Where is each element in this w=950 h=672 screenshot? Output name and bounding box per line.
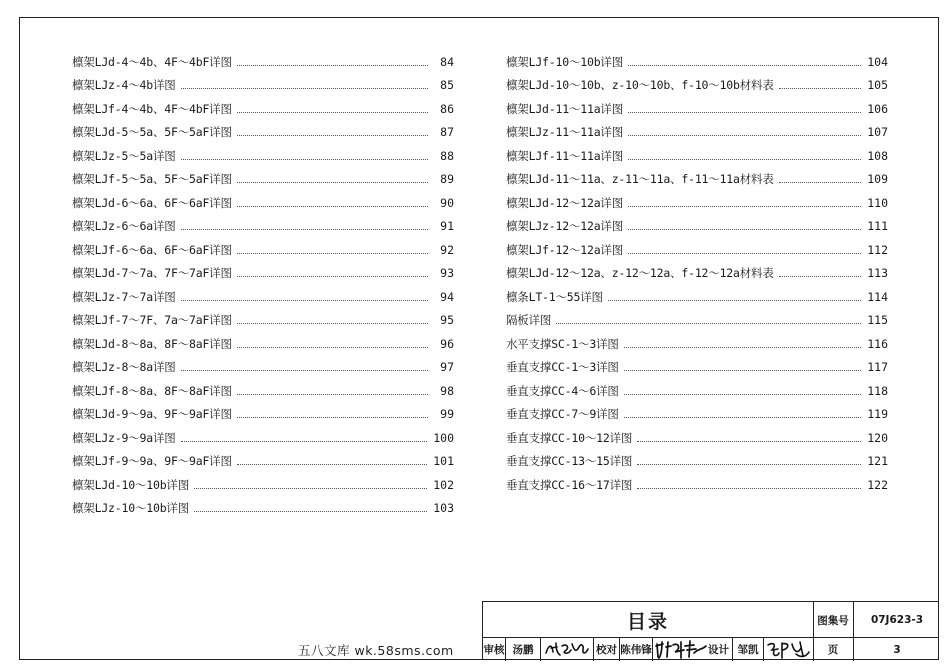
toc-entry bbox=[72, 280, 454, 304]
toc-entry-page: 107 bbox=[867, 125, 888, 139]
toc-entry-page: 113 bbox=[867, 266, 888, 280]
toc-leader-dots bbox=[237, 205, 428, 207]
checker-name: 陈伟锋 bbox=[620, 644, 652, 656]
toc-entry bbox=[506, 327, 888, 351]
toc-entry-title: 檩架LJz-5～5a详图 bbox=[72, 148, 176, 163]
toc-entry-page: 91 bbox=[440, 219, 454, 233]
title-block-top-row bbox=[483, 602, 939, 638]
toc-entry bbox=[72, 45, 454, 69]
toc-entry bbox=[506, 163, 888, 187]
toc-entry bbox=[72, 327, 454, 351]
toc-entry-title: 水平支撑SC-1～3详图 bbox=[506, 336, 619, 351]
toc-entry-page: 86 bbox=[440, 101, 454, 116]
title-block bbox=[482, 601, 939, 660]
toc-entry bbox=[506, 304, 888, 328]
toc-leader-dots bbox=[237, 64, 428, 66]
toc-entry-page: 119 bbox=[867, 407, 888, 421]
toc-entry-page: 92 bbox=[440, 242, 454, 257]
toc-entry bbox=[72, 421, 454, 445]
toc-entry bbox=[72, 163, 454, 187]
toc-entry-title: 檩架LJd-11～11a、z-11～11a、f-11～11a材料表 bbox=[506, 172, 774, 186]
atlas-no: 07J623-3 bbox=[870, 614, 924, 626]
toc-entry-page: 88 bbox=[440, 148, 454, 163]
toc-entry bbox=[506, 445, 888, 469]
toc-leader-dots bbox=[194, 487, 427, 489]
toc-entry-title: 垂直支撑CC-10～12详图 bbox=[506, 430, 633, 445]
toc-entry-page: 116 bbox=[867, 336, 888, 351]
toc-entry-title: 檩架LJd-10～10b、z-10～10b、f-10～10b材料表 bbox=[506, 78, 774, 92]
toc-leader-dots bbox=[237, 393, 428, 395]
toc-entry-title: 檩架LJz-9～9a详图 bbox=[72, 430, 176, 445]
toc-leader-dots bbox=[628, 111, 861, 113]
toc-leader-dots bbox=[194, 510, 427, 512]
toc-leader-dots bbox=[237, 181, 428, 183]
toc-leader-dots bbox=[624, 369, 862, 371]
toc-leader-dots bbox=[628, 158, 861, 160]
title-block-divider bbox=[652, 638, 653, 661]
toc-leader-dots bbox=[628, 228, 861, 230]
title-block-sign-row bbox=[483, 638, 939, 661]
toc-entry-title: 檩架LJz-12～12a详图 bbox=[506, 219, 624, 233]
check-label: 校对 bbox=[596, 644, 617, 656]
toc-entry-title: 檩架LJf-10～10b详图 bbox=[506, 54, 624, 69]
toc-leader-dots bbox=[628, 252, 861, 254]
toc-entry bbox=[72, 398, 454, 422]
toc-entry-page: 114 bbox=[867, 289, 888, 304]
toc-entry bbox=[506, 186, 888, 210]
design-label: 设计 bbox=[708, 644, 729, 656]
toc-entry-page: 98 bbox=[440, 383, 454, 398]
toc-entry bbox=[506, 374, 888, 398]
toc-entry bbox=[506, 421, 888, 445]
toc-leader-dots bbox=[237, 275, 428, 277]
toc-entry-page: 102 bbox=[433, 477, 454, 492]
toc-entry bbox=[506, 116, 888, 140]
toc-entry-page: 112 bbox=[867, 242, 888, 257]
toc-entry bbox=[72, 69, 454, 93]
toc-entry-page: 104 bbox=[867, 54, 888, 69]
toc-entry-title: 垂直支撑CC-16～17详图 bbox=[506, 477, 633, 492]
toc-entry-title: 檩条LT-1～55详图 bbox=[506, 289, 603, 304]
toc-entry-title: 檩架LJd-5～5a、5F～5aF详图 bbox=[72, 125, 232, 139]
toc-entry-page: 108 bbox=[867, 148, 888, 163]
toc-leader-dots bbox=[181, 299, 428, 301]
toc-entry-page: 121 bbox=[867, 454, 888, 468]
toc-leader-dots bbox=[637, 487, 861, 489]
toc-leader-dots bbox=[181, 87, 428, 89]
page-number: 3 bbox=[893, 643, 901, 656]
toc-entry bbox=[506, 139, 888, 163]
toc-entry-title: 檩架LJd-12～12a详图 bbox=[506, 195, 624, 210]
toc-entry bbox=[506, 468, 888, 492]
toc-entry-title: 檩架LJf-8～8a、8F～8aF详图 bbox=[72, 383, 232, 398]
toc-entry-page: 89 bbox=[440, 172, 454, 186]
toc-entry bbox=[72, 116, 454, 140]
toc-entry bbox=[506, 351, 888, 375]
toc-entry-page: 115 bbox=[867, 313, 888, 327]
toc-leader-dots bbox=[628, 64, 861, 66]
toc-entry bbox=[506, 280, 888, 304]
toc-entry bbox=[506, 92, 888, 116]
toc-entry-title: 檩架LJd-12～12a、z-12～12a、f-12～12a材料表 bbox=[506, 266, 774, 280]
toc-leader-dots bbox=[237, 322, 428, 324]
toc-entry-page: 100 bbox=[433, 430, 454, 445]
toc-leader-dots bbox=[237, 134, 428, 136]
reviewer-name: 汤鹏 bbox=[512, 644, 534, 656]
toc-entry bbox=[72, 492, 454, 516]
toc-entry bbox=[72, 304, 454, 328]
toc-entry-title: 檩架LJd-9～9a、9F～9aF详图 bbox=[72, 407, 232, 421]
toc-entry-page: 87 bbox=[440, 125, 454, 139]
toc-entry-title: 檩架LJz-7～7a详图 bbox=[72, 289, 176, 304]
toc-leader-dots bbox=[624, 393, 862, 395]
toc-leader-dots bbox=[181, 440, 428, 442]
toc-entry-title: 檩架LJf-6～6a、6F～6aF详图 bbox=[72, 242, 232, 257]
toc-entry bbox=[506, 398, 888, 422]
toc-entry bbox=[72, 186, 454, 210]
toc-leader-dots bbox=[637, 440, 861, 442]
toc-entry-page: 85 bbox=[440, 78, 454, 92]
toc-entry bbox=[506, 69, 888, 93]
toc-entry-title: 隔板详图 bbox=[506, 313, 552, 327]
toc-entry-title: 檩架LJd-6～6a、6F～6aF详图 bbox=[72, 195, 232, 210]
toc-entry-title: 檩架LJz-8～8a详图 bbox=[72, 360, 176, 374]
toc-entry-page: 103 bbox=[433, 501, 454, 515]
designer-signature bbox=[765, 638, 811, 661]
toc-leader-dots bbox=[779, 181, 862, 183]
toc-leader-dots bbox=[181, 158, 428, 160]
toc-entry bbox=[72, 257, 454, 281]
checker-signature bbox=[654, 638, 708, 661]
toc-entry bbox=[506, 257, 888, 281]
atlas-no-label: 图集号 bbox=[817, 614, 849, 627]
toc-entry bbox=[72, 233, 454, 257]
toc-entry-title: 檩架LJd-7～7a、7F～7aF详图 bbox=[72, 266, 232, 280]
toc-entry-page: 111 bbox=[867, 219, 888, 233]
watermark-text: 五八文库 wk.58sms.com bbox=[298, 643, 454, 658]
toc-column-right bbox=[506, 45, 888, 492]
toc-entry bbox=[72, 445, 454, 469]
toc-entry-page: 120 bbox=[867, 430, 888, 445]
toc-entry-page: 97 bbox=[440, 360, 454, 374]
toc-entry-title: 檩架LJf-7～7F、7a～7aF详图 bbox=[72, 313, 232, 327]
title-block-divider bbox=[540, 638, 541, 661]
toc-entry-title: 檩架LJd-10～10b详图 bbox=[72, 477, 190, 492]
toc-entry-page: 93 bbox=[440, 266, 454, 280]
toc-leader-dots bbox=[237, 252, 428, 254]
toc-entry-title: 檩架LJz-10～10b详图 bbox=[72, 501, 190, 515]
page-label: 页 bbox=[827, 644, 839, 656]
toc-leader-dots bbox=[237, 416, 428, 418]
toc-entry-page: 101 bbox=[433, 454, 454, 468]
toc-entry-page: 118 bbox=[867, 383, 888, 398]
toc-leader-dots bbox=[237, 463, 427, 465]
toc-entry-page: 84 bbox=[440, 54, 454, 69]
toc-entry-title: 垂直支撑CC-13～15详图 bbox=[506, 454, 633, 468]
toc-entry bbox=[72, 374, 454, 398]
toc-leader-dots bbox=[628, 205, 861, 207]
toc-entry bbox=[506, 210, 888, 234]
toc-entry bbox=[72, 351, 454, 375]
toc-entry-title: 垂直支撑CC-1～3详图 bbox=[506, 360, 619, 374]
toc-entry-title: 檩架LJd-4～4b、4F～4bF详图 bbox=[72, 54, 232, 69]
toc-leader-dots bbox=[556, 322, 861, 324]
toc-entry-title: 檩架LJd-11～11a详图 bbox=[506, 101, 624, 116]
toc-leader-dots bbox=[624, 346, 862, 348]
toc-entry bbox=[72, 139, 454, 163]
toc-entry-page: 96 bbox=[440, 336, 454, 351]
toc-entry-page: 110 bbox=[867, 195, 888, 210]
toc-entry-title: 檩架LJz-4～4b详图 bbox=[72, 78, 176, 92]
toc-entry bbox=[72, 210, 454, 234]
toc-entry bbox=[506, 233, 888, 257]
toc-entry-title: 檩架LJf-4～4b、4F～4bF详图 bbox=[72, 101, 232, 116]
toc-entry-title: 垂直支撑CC-7～9详图 bbox=[506, 407, 619, 421]
toc-entry-title: 檩架LJf-12～12a详图 bbox=[506, 242, 624, 257]
designer-name: 邹凯 bbox=[737, 644, 759, 656]
toc-entry-page: 95 bbox=[440, 313, 454, 327]
toc-entry bbox=[72, 468, 454, 492]
toc-leader-dots bbox=[237, 111, 428, 113]
toc-column-left bbox=[72, 45, 454, 515]
title-block-divider bbox=[763, 638, 764, 661]
toc-entry-page: 109 bbox=[867, 172, 888, 186]
toc-entry-page: 105 bbox=[867, 78, 888, 92]
toc-entry-page: 90 bbox=[440, 195, 454, 210]
sheet-title: 目录 bbox=[626, 610, 669, 633]
toc-entry-page: 106 bbox=[867, 101, 888, 116]
toc-entry-title: 檩架LJz-6～6a详图 bbox=[72, 219, 176, 233]
toc-entry-page: 122 bbox=[867, 477, 888, 492]
toc-entry bbox=[506, 45, 888, 69]
toc-entry-page: 99 bbox=[440, 407, 454, 421]
reviewer-signature bbox=[543, 638, 591, 661]
toc-entry bbox=[72, 92, 454, 116]
review-label: 审核 bbox=[483, 644, 505, 656]
toc-leader-dots bbox=[181, 228, 428, 230]
toc-leader-dots bbox=[237, 346, 428, 348]
toc-entry-title: 垂直支撑CC-4～6详图 bbox=[506, 383, 619, 398]
toc-leader-dots bbox=[637, 463, 861, 465]
toc-entry-title: 檩架LJz-11～11a详图 bbox=[506, 125, 624, 139]
toc-leader-dots bbox=[779, 275, 862, 277]
toc-leader-dots bbox=[624, 416, 862, 418]
toc-leader-dots bbox=[628, 134, 861, 136]
toc-entry-page: 94 bbox=[440, 289, 454, 304]
toc-leader-dots bbox=[779, 87, 862, 89]
toc-entry-page: 117 bbox=[867, 360, 888, 374]
toc-entry-title: 檩架LJd-8～8a、8F～8aF详图 bbox=[72, 336, 232, 351]
toc-entry-title: 檩架LJf-5～5a、5F～5aF详图 bbox=[72, 172, 232, 186]
toc-leader-dots bbox=[181, 369, 428, 371]
toc-entry-title: 檩架LJf-9～9a、9F～9aF详图 bbox=[72, 454, 232, 468]
toc-entry-title: 檩架LJf-11～11a详图 bbox=[506, 148, 624, 163]
toc-leader-dots bbox=[608, 299, 861, 301]
